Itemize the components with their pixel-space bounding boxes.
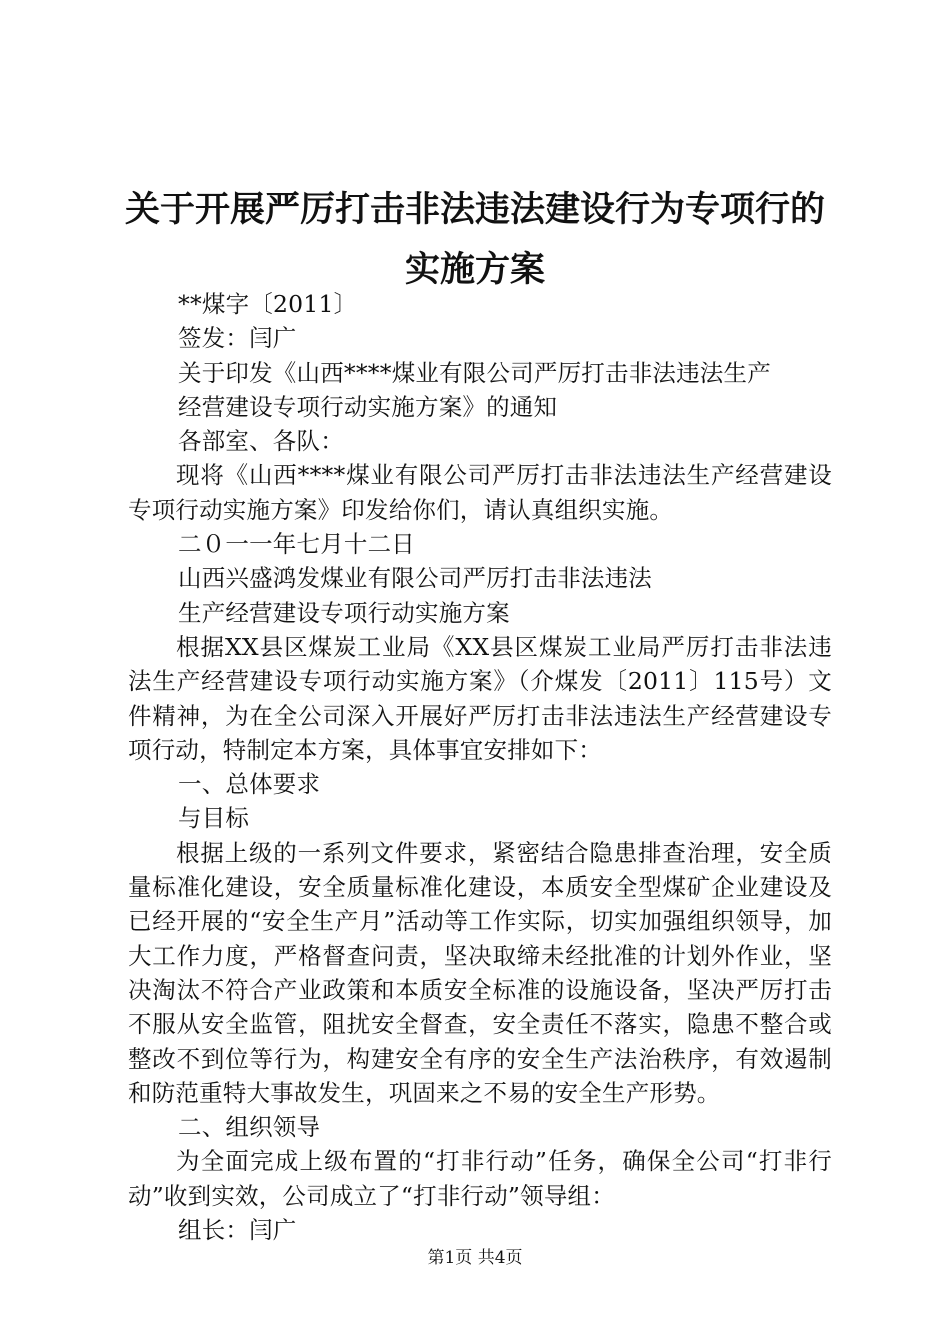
document-body [128, 287, 832, 1247]
paragraph-basis: 根据XX县区煤炭工业局《XX县区煤炭工业局严厉打击非法违法生产经营建设专项行动实施方案》（介煤发〔2011〕115号）文件精神，为在全公司深入开展好严厉打击非法违法生产经营建设专项行动，特制定本方案，具体事宜安排如下： [128, 632, 832, 764]
reference-number: **煤字〔2011〕 [178, 290, 358, 318]
date-line: 二０一一年七月十二日 [178, 530, 415, 559]
plan-title-line-1: 山西兴盛鸿发煤业有限公司严厉打击非法违法 [178, 564, 652, 593]
notice-title-line-2: 经营建设专项行动实施方案》的通知 [178, 392, 558, 421]
section-heading-1-continued: 与目标 [178, 804, 250, 833]
section-heading-1: 一、总体要求 [178, 770, 321, 799]
page-footer: 第1页 共4页 [427, 1248, 523, 1268]
notice-title-line-1: 关于印发《山西****煤业有限公司严厉打击非法违法生产 [178, 358, 771, 387]
document-title-line-1: 关于开展严厉打击非法违法建设行为专项行的 [124, 190, 825, 230]
paragraph-issue: 现将《山西****煤业有限公司严厉打击非法违法生产经营建设专项行动实施方案》印发给你们，请认真组织实施。 [128, 461, 832, 524]
plan-title-line-2: 生产经营建设专项行动实施方案 [178, 598, 510, 627]
document-title-line-2: 实施方案 [404, 250, 545, 290]
paragraph-requirements: 根据上级的一系列文件要求，紧密结合隐患排查治理，安全质量标准化建设，安全质量标准化建设，本质安全型煤矿企业建设及已经开展的“安全生产月”活动等工作实际，切实加强组织领导，加大工作力度，严格督查问责，坚决取缔未经批准的计划外作业，坚决淘汰不符合产业政策和本质安全标准的设施设备，坚决严厉打击不服从安全监管，阻扰安全督查，安全责任不落实，隐患不整合或整改不到位等行为，构建安全有序的安全生产法治秩序，有效遏制和防范重特大事故发生，巩固来之不易的安全生产形势。 [128, 838, 832, 1107]
leader-line: 组长：闫广 [178, 1216, 297, 1245]
paragraph-leadership: 为全面完成上级布置的“打非行动”任务，确保全公司“打非行动”收到实效，公司成立了“打非行动”领导组： [128, 1147, 832, 1210]
recipients-line: 各部室、各队： [178, 427, 344, 456]
signer-line: 签发：闫广 [178, 324, 297, 353]
section-heading-2: 二、组织领导 [178, 1113, 321, 1142]
